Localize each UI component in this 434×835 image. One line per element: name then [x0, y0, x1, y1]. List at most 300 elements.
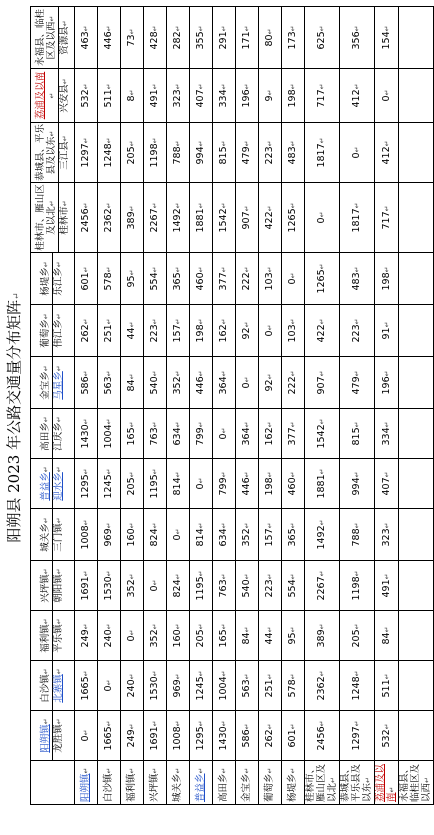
paragraph-mark: ↵: [105, 370, 113, 377]
cell-value: 907: [241, 211, 252, 230]
row-header: [144, 761, 167, 805]
cell-value: 205: [351, 629, 362, 648]
column-header: [31, 409, 75, 459]
cell-value: 1530: [103, 576, 114, 601]
paragraph-mark: ↵: [220, 427, 228, 434]
table-row: [282, 7, 305, 805]
paragraph-mark: ↵: [318, 570, 326, 577]
cell-value: 540: [241, 579, 252, 598]
paragraph-mark: ↵: [266, 205, 274, 212]
cell-value: 578: [287, 679, 298, 698]
matrix-cell: [259, 253, 282, 305]
cell-value: 205: [126, 146, 137, 165]
paragraph-mark: ↵: [151, 25, 159, 32]
paragraph-mark: ↵: [289, 272, 297, 279]
paragraph-mark: ↵: [55, 568, 63, 575]
paragraph-mark: ↵: [82, 25, 90, 32]
paragraph-mark: ↵: [174, 318, 182, 325]
paragraph-mark: ↵: [266, 324, 274, 331]
table-row: [144, 7, 167, 805]
matrix-cell: [98, 69, 121, 123]
row-header: [399, 761, 434, 805]
paragraph-mark: ↵: [243, 723, 251, 730]
paragraph-mark: ↵: [353, 421, 361, 428]
matrix-cell: [98, 409, 121, 459]
paragraph-mark: ↵: [220, 25, 228, 32]
cell-value: 799: [218, 477, 229, 496]
paragraph-mark: ↵: [128, 373, 136, 380]
cell-value: 0: [195, 483, 206, 490]
cell-value: 0: [103, 685, 114, 692]
cell-value: 1881: [316, 474, 327, 499]
paragraph-mark: ↵: [60, 20, 69, 27]
column-header-secondary: 乐江乡: [53, 267, 64, 296]
cell-value: 717: [316, 89, 327, 108]
column-header-primary: 城关乡: [40, 523, 51, 552]
matrix-cell: [340, 183, 375, 253]
paragraph-mark: ↵: [220, 83, 228, 90]
matrix-cell: [213, 69, 236, 123]
table-row: [236, 7, 259, 805]
column-header-primary: 白沙镇: [40, 674, 51, 703]
cell-value: 0: [126, 635, 137, 642]
cell-value: 717: [380, 211, 392, 230]
cell-value: 1492: [172, 208, 183, 233]
table-row: [399, 7, 434, 805]
cell-value: 0: [264, 330, 275, 337]
cell-value: 1004: [218, 676, 229, 701]
paragraph-mark: ↵: [364, 777, 372, 783]
cell-value: 511: [103, 89, 114, 108]
matrix-cell: [144, 123, 167, 183]
matrix-cell: [167, 123, 190, 183]
paragraph-mark: ↵: [82, 623, 90, 630]
header-row: [31, 7, 75, 805]
paragraph-mark: ↵: [128, 140, 136, 147]
cell-value: 491: [380, 579, 392, 598]
cell-value: 196: [241, 89, 252, 108]
matrix-cell: [75, 69, 98, 123]
paragraph-mark: ↵: [382, 370, 391, 377]
paragraph-mark: ↵: [105, 767, 113, 774]
cell-value: 799: [195, 427, 206, 446]
matrix-cell: [399, 253, 434, 305]
matrix-cell: [144, 611, 167, 661]
matrix-cell: [75, 509, 98, 561]
matrix-cell: [399, 123, 434, 183]
paragraph-mark: ↵: [128, 421, 136, 428]
paragraph-mark: ↵: [353, 570, 361, 577]
paragraph-mark: ↵: [42, 568, 50, 575]
paragraph-mark: ↵: [55, 466, 63, 473]
table-row: [98, 7, 121, 805]
cell-value: 198: [287, 89, 298, 108]
paragraph-mark: ↵: [353, 266, 361, 273]
cell-value: 446: [103, 31, 114, 50]
paragraph-mark: ↵: [289, 370, 297, 377]
paragraph-mark: ↵: [105, 25, 113, 32]
matrix-cell: [236, 357, 259, 409]
matrix-cell: [375, 123, 399, 183]
cell-value: 251: [264, 679, 275, 698]
paragraph-mark: ↵: [82, 83, 90, 90]
paragraph-mark: ↵: [382, 140, 391, 147]
paragraph-mark: ↵: [197, 623, 205, 630]
paragraph-mark: ↵: [243, 421, 251, 428]
row-header: [98, 761, 121, 805]
column-header-secondary: 兴安县: [58, 84, 70, 113]
matrix-cell: [121, 7, 144, 69]
row-header-label: 永福县、临桂区及以西: [399, 763, 432, 802]
matrix-cell: [121, 509, 144, 561]
column-header: [31, 509, 75, 561]
row-header-label: 兴坪镇: [149, 773, 160, 802]
paragraph-mark: ↵: [353, 623, 361, 630]
matrix-cell: [213, 7, 236, 69]
paragraph-mark: ↵: [289, 573, 297, 580]
matrix-cell: [190, 661, 213, 711]
cell-value: 788: [172, 146, 183, 165]
matrix-cell: [121, 305, 144, 357]
paragraph-mark: ↵: [318, 318, 326, 325]
column-header: [31, 69, 75, 123]
paragraph-mark: ↵: [197, 477, 205, 484]
paragraph-mark: ↵: [243, 83, 251, 90]
paragraph-mark: ↵: [128, 573, 136, 580]
matrix-cell: [144, 459, 167, 509]
paragraph-mark: ↵: [174, 673, 182, 680]
row-header: [259, 761, 282, 805]
row-header: [305, 761, 340, 805]
column-header-primary: 兴坪镇: [40, 574, 51, 603]
matrix-cell: [236, 305, 259, 357]
cell-value: 262: [80, 324, 91, 343]
matrix-cell: [98, 253, 121, 305]
matrix-cell: [167, 459, 190, 509]
paragraph-mark: ↵: [243, 25, 251, 32]
paragraph-mark: ↵: [318, 418, 326, 425]
matrix-cell: [190, 611, 213, 661]
matrix-cell: [213, 305, 236, 357]
row-header-label: 福利镇: [126, 773, 137, 802]
cell-value: 44: [126, 327, 137, 340]
matrix-cell: [375, 409, 399, 459]
cell-value: 634: [218, 528, 229, 547]
matrix-cell: [121, 409, 144, 459]
paragraph-mark: ↵: [382, 522, 391, 529]
cell-value: 356: [351, 31, 362, 50]
cell-value: 1195: [149, 474, 160, 499]
paragraph-mark: ↵: [318, 468, 326, 475]
cell-value: 334: [218, 89, 229, 108]
matrix-cell: [375, 183, 399, 253]
paragraph-mark: ↵: [197, 720, 205, 727]
paragraph-mark: ↵: [243, 376, 251, 383]
cell-value: 352: [241, 528, 252, 547]
paragraph-mark: ↵: [128, 629, 136, 636]
cell-value: 1542: [218, 208, 229, 233]
paragraph-mark: ↵: [174, 370, 182, 377]
cell-value: 249: [80, 629, 91, 648]
paragraph-mark: ↵: [382, 205, 391, 212]
matrix-cell: [167, 357, 190, 409]
paragraph-mark: ↵: [197, 266, 205, 273]
column-header: [31, 561, 75, 611]
matrix-cell: [167, 711, 190, 761]
matrix-cell: [340, 123, 375, 183]
matrix-cell: [75, 7, 98, 69]
matrix-cell: [340, 7, 375, 69]
paragraph-mark: ↵: [289, 673, 297, 680]
paragraph-mark: ↵: [128, 89, 136, 96]
matrix-cell: [98, 305, 121, 357]
column-header: [31, 661, 75, 711]
matrix-cell: [167, 509, 190, 561]
paragraph-mark: ↵: [353, 83, 361, 90]
column-header-secondary: 马星乡: [53, 371, 64, 400]
matrix-cell: [340, 611, 375, 661]
matrix-cell: [190, 509, 213, 561]
matrix-cell: [236, 7, 259, 69]
cell-value: 1295: [80, 474, 91, 499]
cell-value: 428: [149, 31, 160, 50]
matrix-cell: [259, 123, 282, 183]
paragraph-mark: ↵: [289, 318, 297, 325]
table-row: [305, 7, 340, 805]
paragraph-mark: ↵: [60, 78, 69, 85]
matrix-cell: [121, 459, 144, 509]
column-header-primary: 福利镇: [40, 624, 51, 653]
cell-value: 1665: [103, 726, 114, 751]
paragraph-mark: ↵: [128, 471, 136, 478]
paragraph-mark: ↵: [174, 266, 182, 273]
cell-value: 824: [149, 528, 160, 547]
cell-value: 223: [264, 579, 275, 598]
paragraph-mark: ↵: [243, 471, 251, 478]
paragraph-mark: ↵: [174, 421, 182, 428]
paragraph-mark: ↵: [318, 670, 326, 677]
paragraph-mark: ↵: [197, 570, 205, 577]
paragraph-mark: ↵: [243, 321, 251, 328]
matrix-cell: [98, 183, 121, 253]
matrix-cell: [190, 7, 213, 69]
matrix-cell: [305, 561, 340, 611]
cell-value: 586: [80, 376, 91, 395]
paragraph-mark: ↵: [174, 25, 182, 32]
paragraph-mark: ↵: [318, 623, 326, 630]
cell-value: 634: [172, 427, 183, 446]
paragraph-mark: ↵: [266, 89, 274, 96]
matrix-cell: [282, 253, 305, 305]
paragraph-mark: ↵: [105, 137, 113, 144]
matrix-cell: [98, 7, 121, 69]
matrix-cell: [190, 357, 213, 409]
paragraph-mark: ↵: [151, 421, 159, 428]
cell-value: 2362: [103, 208, 114, 233]
paragraph-mark: ↵: [353, 670, 361, 677]
matrix-cell: [340, 711, 375, 761]
paragraph-mark: ↵: [382, 626, 391, 633]
cell-value: 479: [351, 376, 362, 395]
paragraph-mark: ↵: [197, 670, 205, 677]
paragraph-mark: ↵: [266, 28, 274, 35]
matrix-cell: [213, 509, 236, 561]
matrix-cell: [282, 409, 305, 459]
cell-value: 511: [380, 679, 392, 698]
paragraph-mark: ↵: [151, 468, 159, 475]
cell-value: 165: [126, 427, 137, 446]
paragraph-mark: ↵: [382, 573, 391, 580]
cell-value: 407: [195, 89, 206, 108]
matrix-cell: [167, 7, 190, 69]
paragraph-mark: ↵: [174, 528, 182, 535]
cell-value: 364: [241, 427, 252, 446]
paragraph-mark: ↵: [220, 767, 228, 774]
paragraph-mark: ↵: [289, 626, 297, 633]
matrix-cell: [236, 183, 259, 253]
paragraph-mark: ↵: [128, 321, 136, 328]
matrix-cell: [236, 69, 259, 123]
cell-value: 491: [149, 89, 160, 108]
matrix-cell: [98, 711, 121, 761]
cell-value: 1492: [316, 525, 327, 550]
paragraph-mark: ↵: [82, 670, 90, 677]
paragraph-mark: ↵: [151, 318, 159, 325]
paragraph-mark: ↵: [266, 522, 274, 529]
paragraph-mark: ↵: [55, 365, 63, 372]
matrix-cell: [167, 561, 190, 611]
table-row: [375, 7, 399, 805]
cell-value: 2456: [316, 726, 327, 751]
matrix-cell: [259, 69, 282, 123]
paragraph-mark: ↵: [105, 418, 113, 425]
paragraph-mark: ↵: [318, 519, 326, 526]
matrix-cell: [75, 357, 98, 409]
matrix-cell: [259, 183, 282, 253]
paragraph-mark: ↵: [289, 202, 297, 209]
cell-value: 563: [241, 679, 252, 698]
paragraph-mark: ↵: [388, 786, 396, 793]
matrix-cell: [144, 509, 167, 561]
column-header-secondary: 江庆乡: [53, 422, 64, 451]
matrix-cell: [305, 611, 340, 661]
cell-value: 282: [172, 31, 183, 50]
cell-value: 1198: [351, 576, 362, 601]
matrix-cell: [190, 561, 213, 611]
column-header: [31, 253, 75, 305]
cell-value: 154: [380, 31, 392, 50]
matrix-cell: [259, 459, 282, 509]
matrix-cell: [305, 661, 340, 711]
cell-value: 8: [126, 95, 137, 102]
cell-value: 2267: [149, 208, 160, 233]
paragraph-mark: ↵: [266, 266, 274, 273]
paragraph-mark: ↵: [197, 370, 205, 377]
paragraph-mark: ↵: [82, 570, 90, 577]
matrix-cell: [375, 711, 399, 761]
matrix-cell: [121, 561, 144, 611]
matrix-cell: [98, 611, 121, 661]
paragraph-mark: ↵: [243, 626, 251, 633]
row-header-label: 葡萄乡: [264, 773, 275, 802]
matrix-cell: [213, 459, 236, 509]
cell-value: 364: [218, 376, 229, 395]
paragraph-mark: ↵: [174, 140, 182, 147]
column-header-primary: 桂林市、雁山区及以北: [34, 184, 57, 251]
paragraph-mark: ↵: [353, 25, 361, 32]
paragraph-mark: ↵: [266, 626, 274, 633]
cell-value: 1004: [103, 424, 114, 449]
paragraph-mark: ↵: [382, 723, 391, 730]
paragraph-mark: ↵: [60, 200, 69, 207]
paragraph-mark: ↵: [82, 137, 90, 144]
cell-value: 532: [380, 729, 392, 748]
column-header-secondary: 平乐镇: [53, 624, 64, 653]
row-header-label: 恭城县、平乐县及以东: [340, 763, 373, 802]
cell-value: 407: [380, 477, 392, 496]
paragraph-mark: ↵: [382, 25, 391, 32]
paragraph-mark: ↵: [197, 421, 205, 428]
matrix-cell: [340, 561, 375, 611]
matrix-cell: [305, 7, 340, 69]
cell-value: 1265: [316, 269, 327, 294]
matrix-cell: [340, 459, 375, 509]
cell-value: 763: [149, 427, 160, 446]
paragraph-mark: ↵: [42, 365, 50, 372]
cell-value: 323: [380, 528, 392, 547]
row-header-label: 荔浦及以南: [375, 763, 397, 802]
row-header: [282, 761, 305, 805]
cell-value: 1817: [351, 208, 362, 233]
cell-value: 9: [264, 95, 275, 102]
matrix-cell: [282, 661, 305, 711]
matrix-cell: [167, 305, 190, 357]
paragraph-mark: ↵: [318, 83, 326, 90]
cell-value: 763: [218, 579, 229, 598]
paragraph-mark: ↵: [151, 370, 159, 377]
paragraph-mark: ↵: [47, 15, 56, 22]
matrix-cell: [167, 409, 190, 459]
paragraph-mark: ↵: [82, 202, 90, 209]
cell-value: 355: [195, 31, 206, 50]
paragraph-mark: ↵: [243, 767, 251, 774]
paragraph-mark: ↵: [243, 573, 251, 580]
paragraph-mark: ↵: [197, 318, 205, 325]
cell-value: 198: [195, 324, 206, 343]
cell-value: 422: [264, 211, 275, 230]
matrix-cell: [282, 69, 305, 123]
cell-value: 815: [218, 146, 229, 165]
matrix-cell: [144, 561, 167, 611]
paragraph-mark: ↵: [128, 522, 136, 529]
matrix-cell: [144, 711, 167, 761]
matrix-cell: [236, 123, 259, 183]
cell-value: 625: [316, 31, 327, 50]
cell-value: 223: [149, 324, 160, 343]
cell-value: 1265: [287, 208, 298, 233]
cell-value: 352: [126, 579, 137, 598]
row-header-label: 金宝乡: [241, 773, 252, 802]
paragraph-mark: ↵: [289, 25, 297, 32]
paragraph-mark: ↵: [42, 668, 50, 675]
cell-value: 1881: [195, 208, 206, 233]
paragraph-mark: ↵: [151, 83, 159, 90]
cell-value: 1691: [80, 576, 91, 601]
cell-value: 1542: [316, 424, 327, 449]
cell-value: 95: [287, 632, 298, 645]
matrix-cell: [75, 253, 98, 305]
cell-value: 91: [380, 327, 392, 340]
